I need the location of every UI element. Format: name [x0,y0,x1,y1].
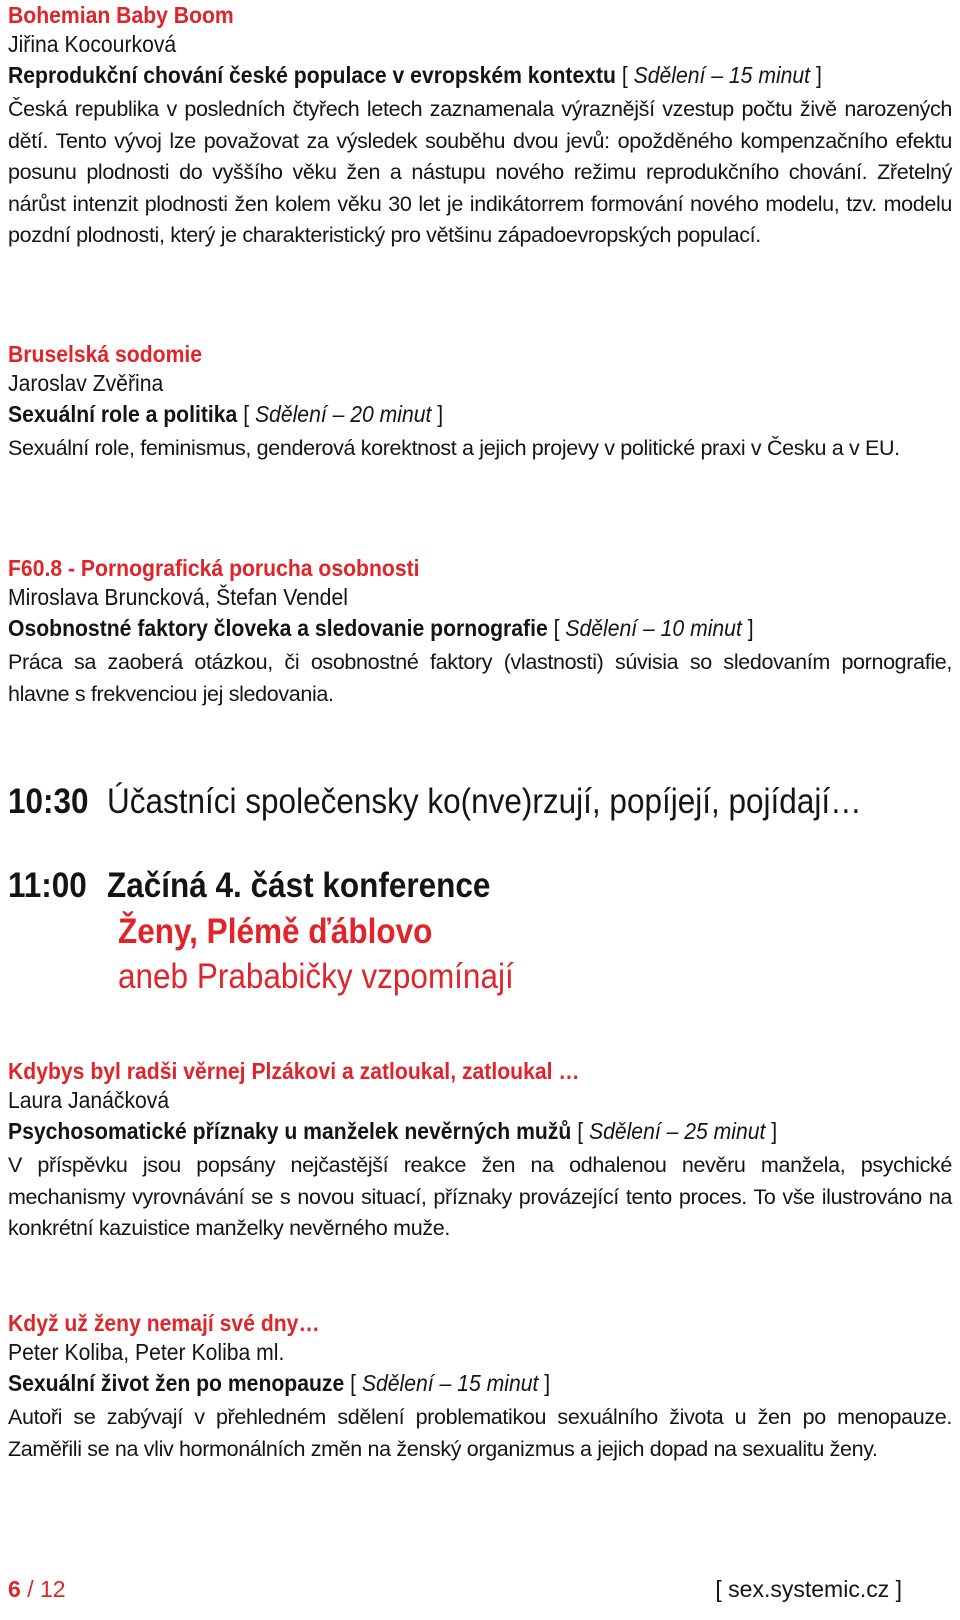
item-talk: Sexuální role a politika [ Sdělení – 20 minut ] [8,401,444,427]
page-number [8,1574,66,1604]
item-author: Miroslava Bruncková, Štefan Vendel [8,584,348,610]
site-link[interactable]: [ sex.systemic.cz ] [715,1576,902,1602]
item-description: Autoři se zabývají v přehledném sdělení problematikou sexuálního života u žen po menopauze. Zaměřili se na vliv hormonálních změn na ženský organizmus a jejich dopad na sexualitu ženy. [8,1405,952,1461]
part-title: Ženy, Plémě ďáblovo [118,912,433,951]
item-description: V příspěvku jsou popsány nejčastější reakce žen na odhalenou nevěru manžela, psychické mechanismy vyrovnávání se s novou situací, příznaky provázející tento proces. To vše ilustrováno na konkrétní kazuistice manželky nevěrného muže. [8,1153,952,1240]
part-subtitle: aneb Prababičky vzpomínají [118,957,514,996]
item-author: Peter Koliba, Peter Koliba ml. [8,1339,285,1365]
schedule-time: 10:30 [8,782,89,821]
item-author: Jaroslav Zvěřina [8,370,164,396]
talk-type: Sdělení – 15 minut [633,62,811,88]
item-title: Bruselská sodomie [8,341,203,367]
talk-type: Sdělení – 20 minut [254,401,432,427]
talk-title: Sexuální role a politika [8,401,238,427]
program-item [8,1310,952,1465]
program-item [8,1058,952,1245]
talk-title: Osobnostné faktory človeka a sledovanie pornografie [8,615,548,641]
talk-type: Sdělení – 15 minut [361,1370,539,1396]
talk-title: Psychosomatické příznaky u manželek nevěrných mužů [8,1118,572,1144]
talk-type: Sdělení – 25 minut [588,1118,766,1144]
page-total: 12 [39,1576,66,1602]
item-talk: Sexuální život žen po menopauze [ Sdělení – 15 minut ] [8,1370,551,1396]
schedule-text: Účastníci společensky ko(nve)rzují, popíjejí, pojídají… [107,782,862,821]
program-item [8,341,952,465]
page-separator: / [27,1576,34,1602]
talk-title: Sexuální život žen po menopauze [8,1370,345,1396]
item-talk: Osobnostné faktory človeka a sledovanie pornografie [ Sdělení – 10 minut ] [8,615,754,641]
item-title: Bohemian Baby Boom [8,2,234,28]
item-description: Sexuální role, feminismus, genderová korektnost a jejich projevy v politické praxi v Česku a v EU. [8,436,900,460]
program-item [8,2,952,252]
schedule-text: Začíná 4. část konference [107,866,491,905]
item-description: Česká republika v posledních čtyřech letech zaznamenala výraznější vzestup počtu živě narozených dětí. Tento vývoj lze považovat za výsledek souběhu dvou jevů: opožděného kompenzačního efektu posunu plodnosti do vyššího věku žen a nástupu nového režimu reprodukčního chování. Zřetelný nárůst intenzit plodnosti žen kolem věku 30 let je indikátorrem formování nového modelu, tzv. modelu pozdní plodnosti, který je charakteristický pro většinu západoevropských populací. [8,97,952,247]
schedule-time: 11:00 [8,866,87,905]
item-author: Laura Janáčková [8,1087,170,1113]
program-item [8,555,952,710]
schedule-row [8,780,862,824]
talk-type: Sdělení – 10 minut [565,615,742,641]
schedule-row [8,864,490,908]
item-talk: Psychosomatické příznaky u manželek nevěrných mužů [ Sdělení – 25 minut ] [8,1118,778,1144]
page-current: 6 [8,1576,21,1602]
item-description: Práca sa zaoberá otázkou, či osobnostné faktory (vlastnosti) súvisia so sledovaním pornografie, hlavne s frekvenciou jej sledovania. [8,650,952,706]
item-author: Jiřina Kocourková [8,31,177,57]
item-title: F60.8 - Pornografická porucha osobnosti [8,555,420,581]
item-title: Když už ženy nemají své dny… [8,1310,320,1336]
item-talk: Reprodukční chování české populace v evropském kontextu [ Sdělení – 15 minut ] [8,62,822,88]
talk-title: Reprodukční chování české populace v evropském kontextu [8,62,616,88]
item-title: Kdybys byl radši věrnej Plzákovi a zatloukal, zatloukal … [8,1058,580,1084]
